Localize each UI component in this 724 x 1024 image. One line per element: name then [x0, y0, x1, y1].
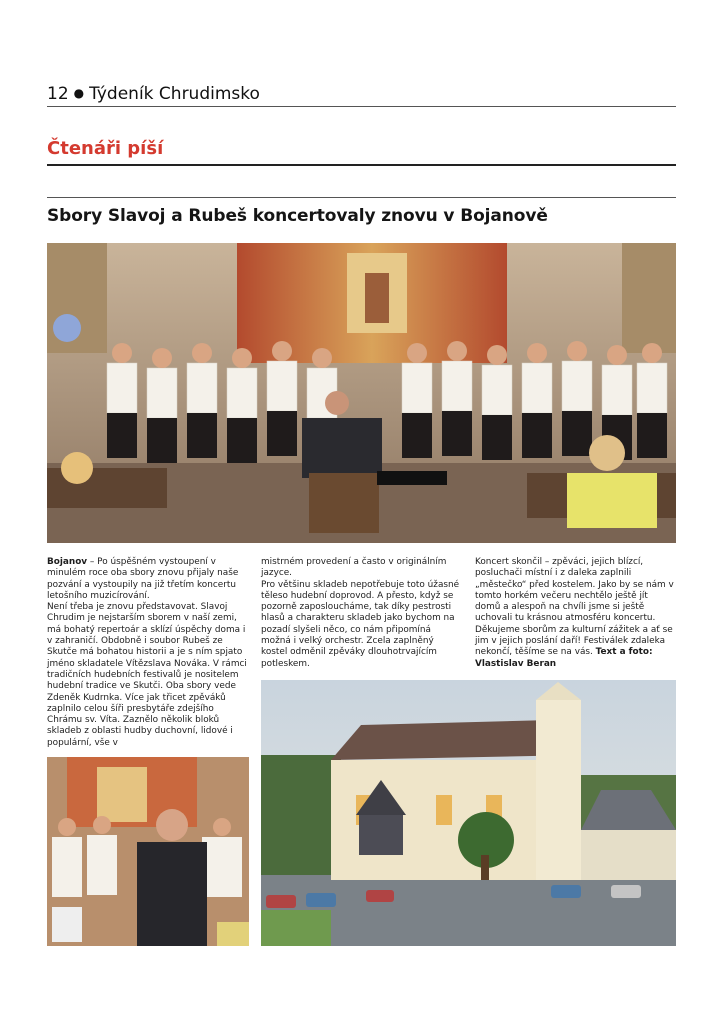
publication-name: Týdeník Chrudimsko: [89, 84, 260, 104]
article-col1-first: – Po úspěšném vystoupení v minulém roce oba sbory znovu přijaly naše pozvání a vystoupily na již třetím koncertu letošního muzicírování.: [47, 557, 239, 601]
article-col1-rest: Není třeba je znovu představovat. Slavoj Chrudim je nejstarším sborem v naší zemi, má bohatý repertoár a sklízí úspěchy doma i v zahraničí. Obdobně i soubor Rubeš ze Skutče má bohatou historii a je s ním spjato jméno skladatele Vítězslava Nováka. V rámci tradičních hudebních festivalů je nositelem hudební tradice ve Skutči. Oba sbory vede Zdeněk Kudrnka. Více jak třicet zpěváků zaplnilo celou šíři presbytáře zdejšího Chrámu sv. Víta. Zaznělo několik bloků skladeb z oblasti hudby duchovní, lidové i populární, vše v: [47, 602, 247, 748]
page-number: 12: [47, 84, 69, 104]
section-title: Čtenáři píší: [47, 138, 164, 159]
article-col3: Koncert skončil – zpěváci, jejich blízcí, posluchači místní i z daleka zaplnili „městečko“ před kostelem. Jako by se nám v tomto horkém večeru nechtělo ještě jít domů a alespoň na chvíli jsme si ještě uchovali tu krásnou atmosféru koncertu. Děkujeme sborům za kulturní zážitek a ať se jim v jejich poslání daří! Festiválek zdaleka nekončí, těšíme se na vás.: [475, 557, 674, 658]
headline-rule: [47, 197, 676, 198]
article-column-2: [261, 557, 461, 670]
article-column-3: [475, 557, 675, 670]
article-column-1: [47, 557, 247, 749]
section-rule: [47, 164, 676, 166]
bullet-icon: ●: [73, 86, 85, 100]
conductor-photo: [47, 757, 249, 946]
article-headline: Sbory Slavoj a Rubeš koncertovaly znovu v Bojanově: [47, 206, 548, 226]
article-lead-word: Bojanov: [47, 557, 88, 567]
photo-credit: Text a foto: Vlastislav Beran: [475, 647, 653, 669]
church-photo: [261, 680, 676, 946]
choir-photo: [47, 243, 676, 543]
header-rule: [47, 106, 676, 107]
article-col2-rest: Pro většinu skladeb nepotřebuje toto úžasné těleso hudební doprovod. A přesto, když se pozorně zaposloucháme, tak díky pestrosti hlasů a charakteru skladeb jako bychom na pozadí slyšeli něco, co nám připomíná možná i velký orchestr. Zcela zaplněný kostel odměnil zpěváky dlouhotrvajícím potleskem.: [261, 579, 460, 669]
article-col2-first: mistrném provedení a často v originálním jazyce.: [261, 557, 447, 579]
page-header: [47, 84, 260, 104]
